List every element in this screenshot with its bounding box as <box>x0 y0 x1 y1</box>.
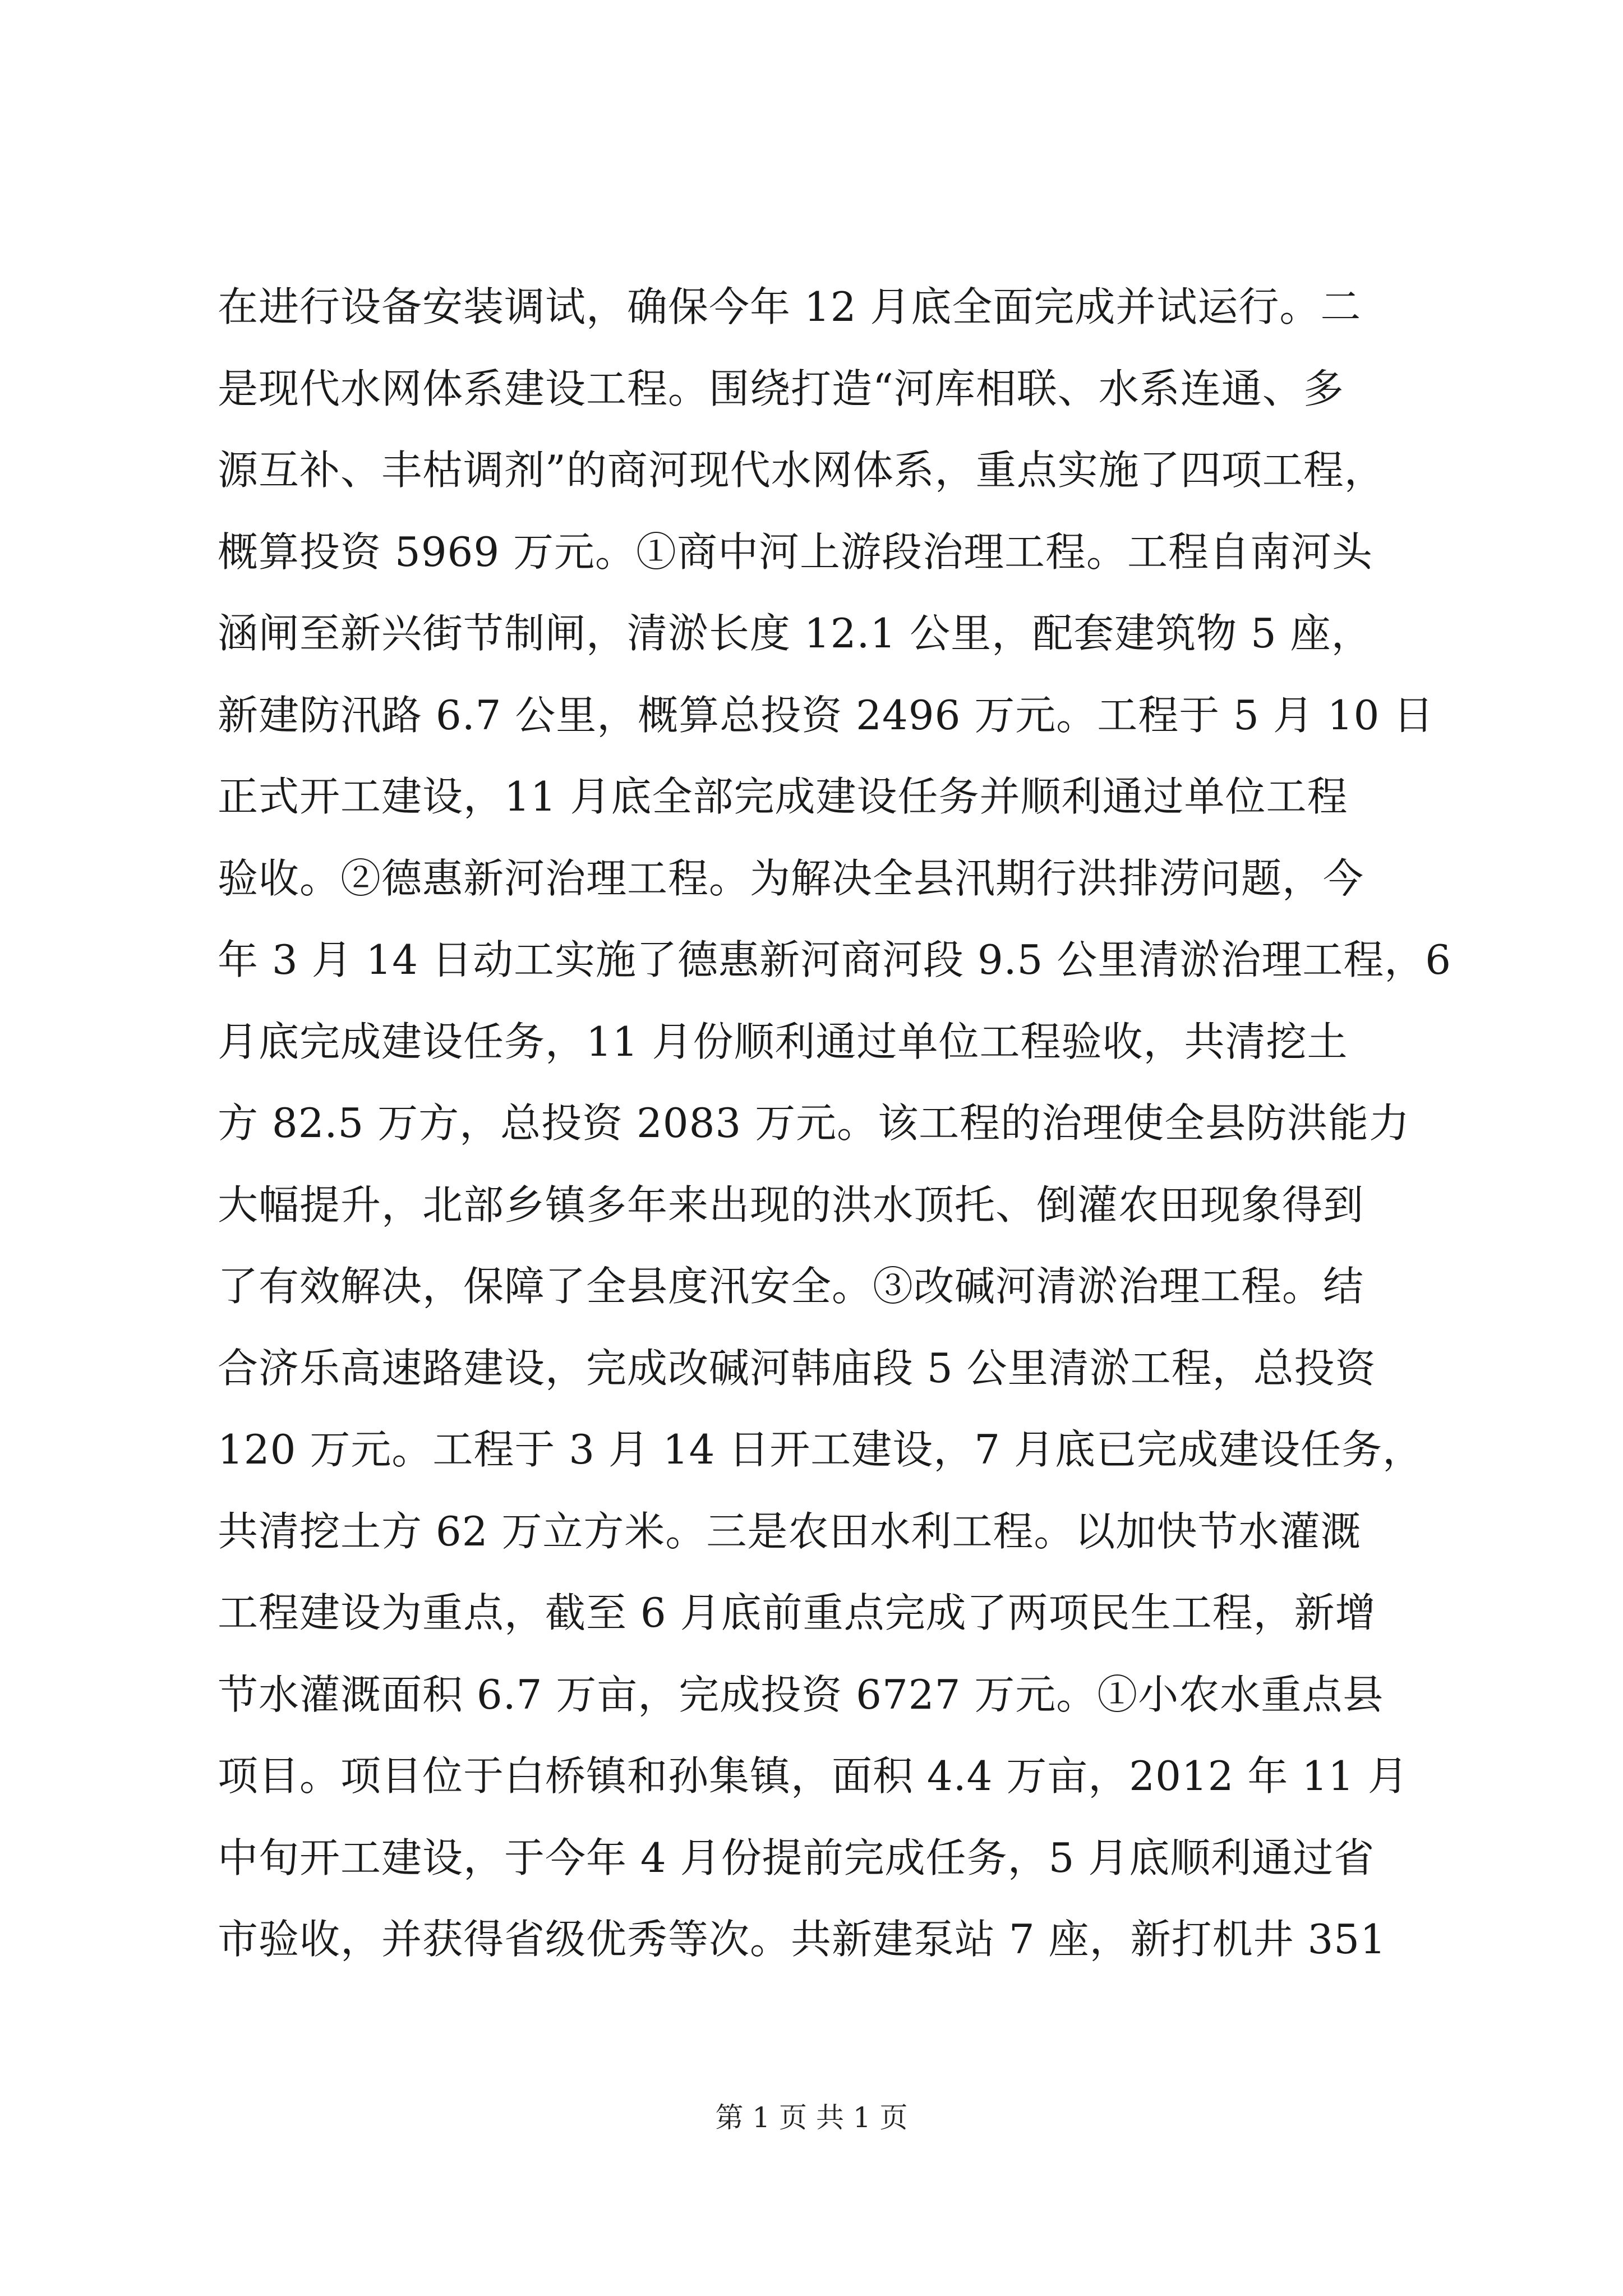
text-line: 市验收，并获得省级优秀等次。共新建泵站 7 座，新打机井 351 <box>218 1916 1386 1963</box>
text-line: 新建防汛路 6.7 公里，概算总投资 2496 万元。工程于 5 月 10 日 <box>218 691 1435 739</box>
text-line: 方 82.5 万方，总投资 2083 万元。该工程的治理使全县防洪能力 <box>218 1099 1410 1147</box>
text-line: 共清挖土方 62 万立方米。三是农田水利工程。以加快节水灌溉 <box>218 1507 1362 1555</box>
text-line: 正式开工建设，11 月底全部完成建设任务并顺利通过单位工程 <box>218 773 1348 820</box>
text-line: 验收。②德惠新河治理工程。为解决全县汛期行洪排涝问题，今 <box>218 854 1364 902</box>
text-line: 月底完成建设任务，11 月份顺利通过单位工程验收，共清挖土 <box>218 1018 1348 1065</box>
text-line: 中旬开工建设，于今年 4 月份提前完成任务，5 月底顺利通过省 <box>218 1834 1375 1881</box>
text-line: 年 3 月 14 日动工实施了德惠新河商河段 9.5 公里清淤治理工程，6 <box>218 936 1452 983</box>
body-text <box>218 266 1485 1981</box>
text-line: 了有效解决，保障了全县度汛安全。③改碱河清淤治理工程。结 <box>218 1263 1364 1310</box>
text-line: 是现代水网体系建设工程。围绕打造“河库相联、水系连通、多 <box>218 365 1344 412</box>
text-line: 工程建设为重点，截至 6 月底前重点完成了两项民生工程，新增 <box>218 1589 1376 1636</box>
text-line: 节水灌溉面积 6.7 万亩，完成投资 6727 万元。①小农水重点县 <box>218 1671 1384 1718</box>
text-line: 项目。项目位于白桥镇和孙集镇，面积 4.4 万亩，2012 年 11 月 <box>218 1752 1409 1800</box>
text-line: 120 万元。工程于 3 月 14 日开工建设，7 月底已完成建设任务， <box>218 1426 1423 1473</box>
page-number-footer: 第 1 页 共 1 页 <box>715 2101 908 2134</box>
text-line: 大幅提升，北部乡镇多年来出现的洪水顶托、倒灌农田现象得到 <box>218 1181 1364 1228</box>
text-line: 在进行设备安装调试，确保今年 12 月底全面完成并试运行。二 <box>218 283 1362 330</box>
text-line: 源互补、丰枯调剂”的商河现代水网体系，重点实施了四项工程， <box>218 447 1385 494</box>
text-line: 概算投资 5969 万元。①商中河上游段治理工程。工程自南河头 <box>218 528 1373 576</box>
text-line: 涵闸至新兴街节制闸，清淤长度 12.1 公里，配套建筑物 5 座， <box>218 610 1372 657</box>
text-line: 合济乐高速路建设，完成改碱河韩庙段 5 公里清淤工程，总投资 <box>218 1344 1376 1392</box>
